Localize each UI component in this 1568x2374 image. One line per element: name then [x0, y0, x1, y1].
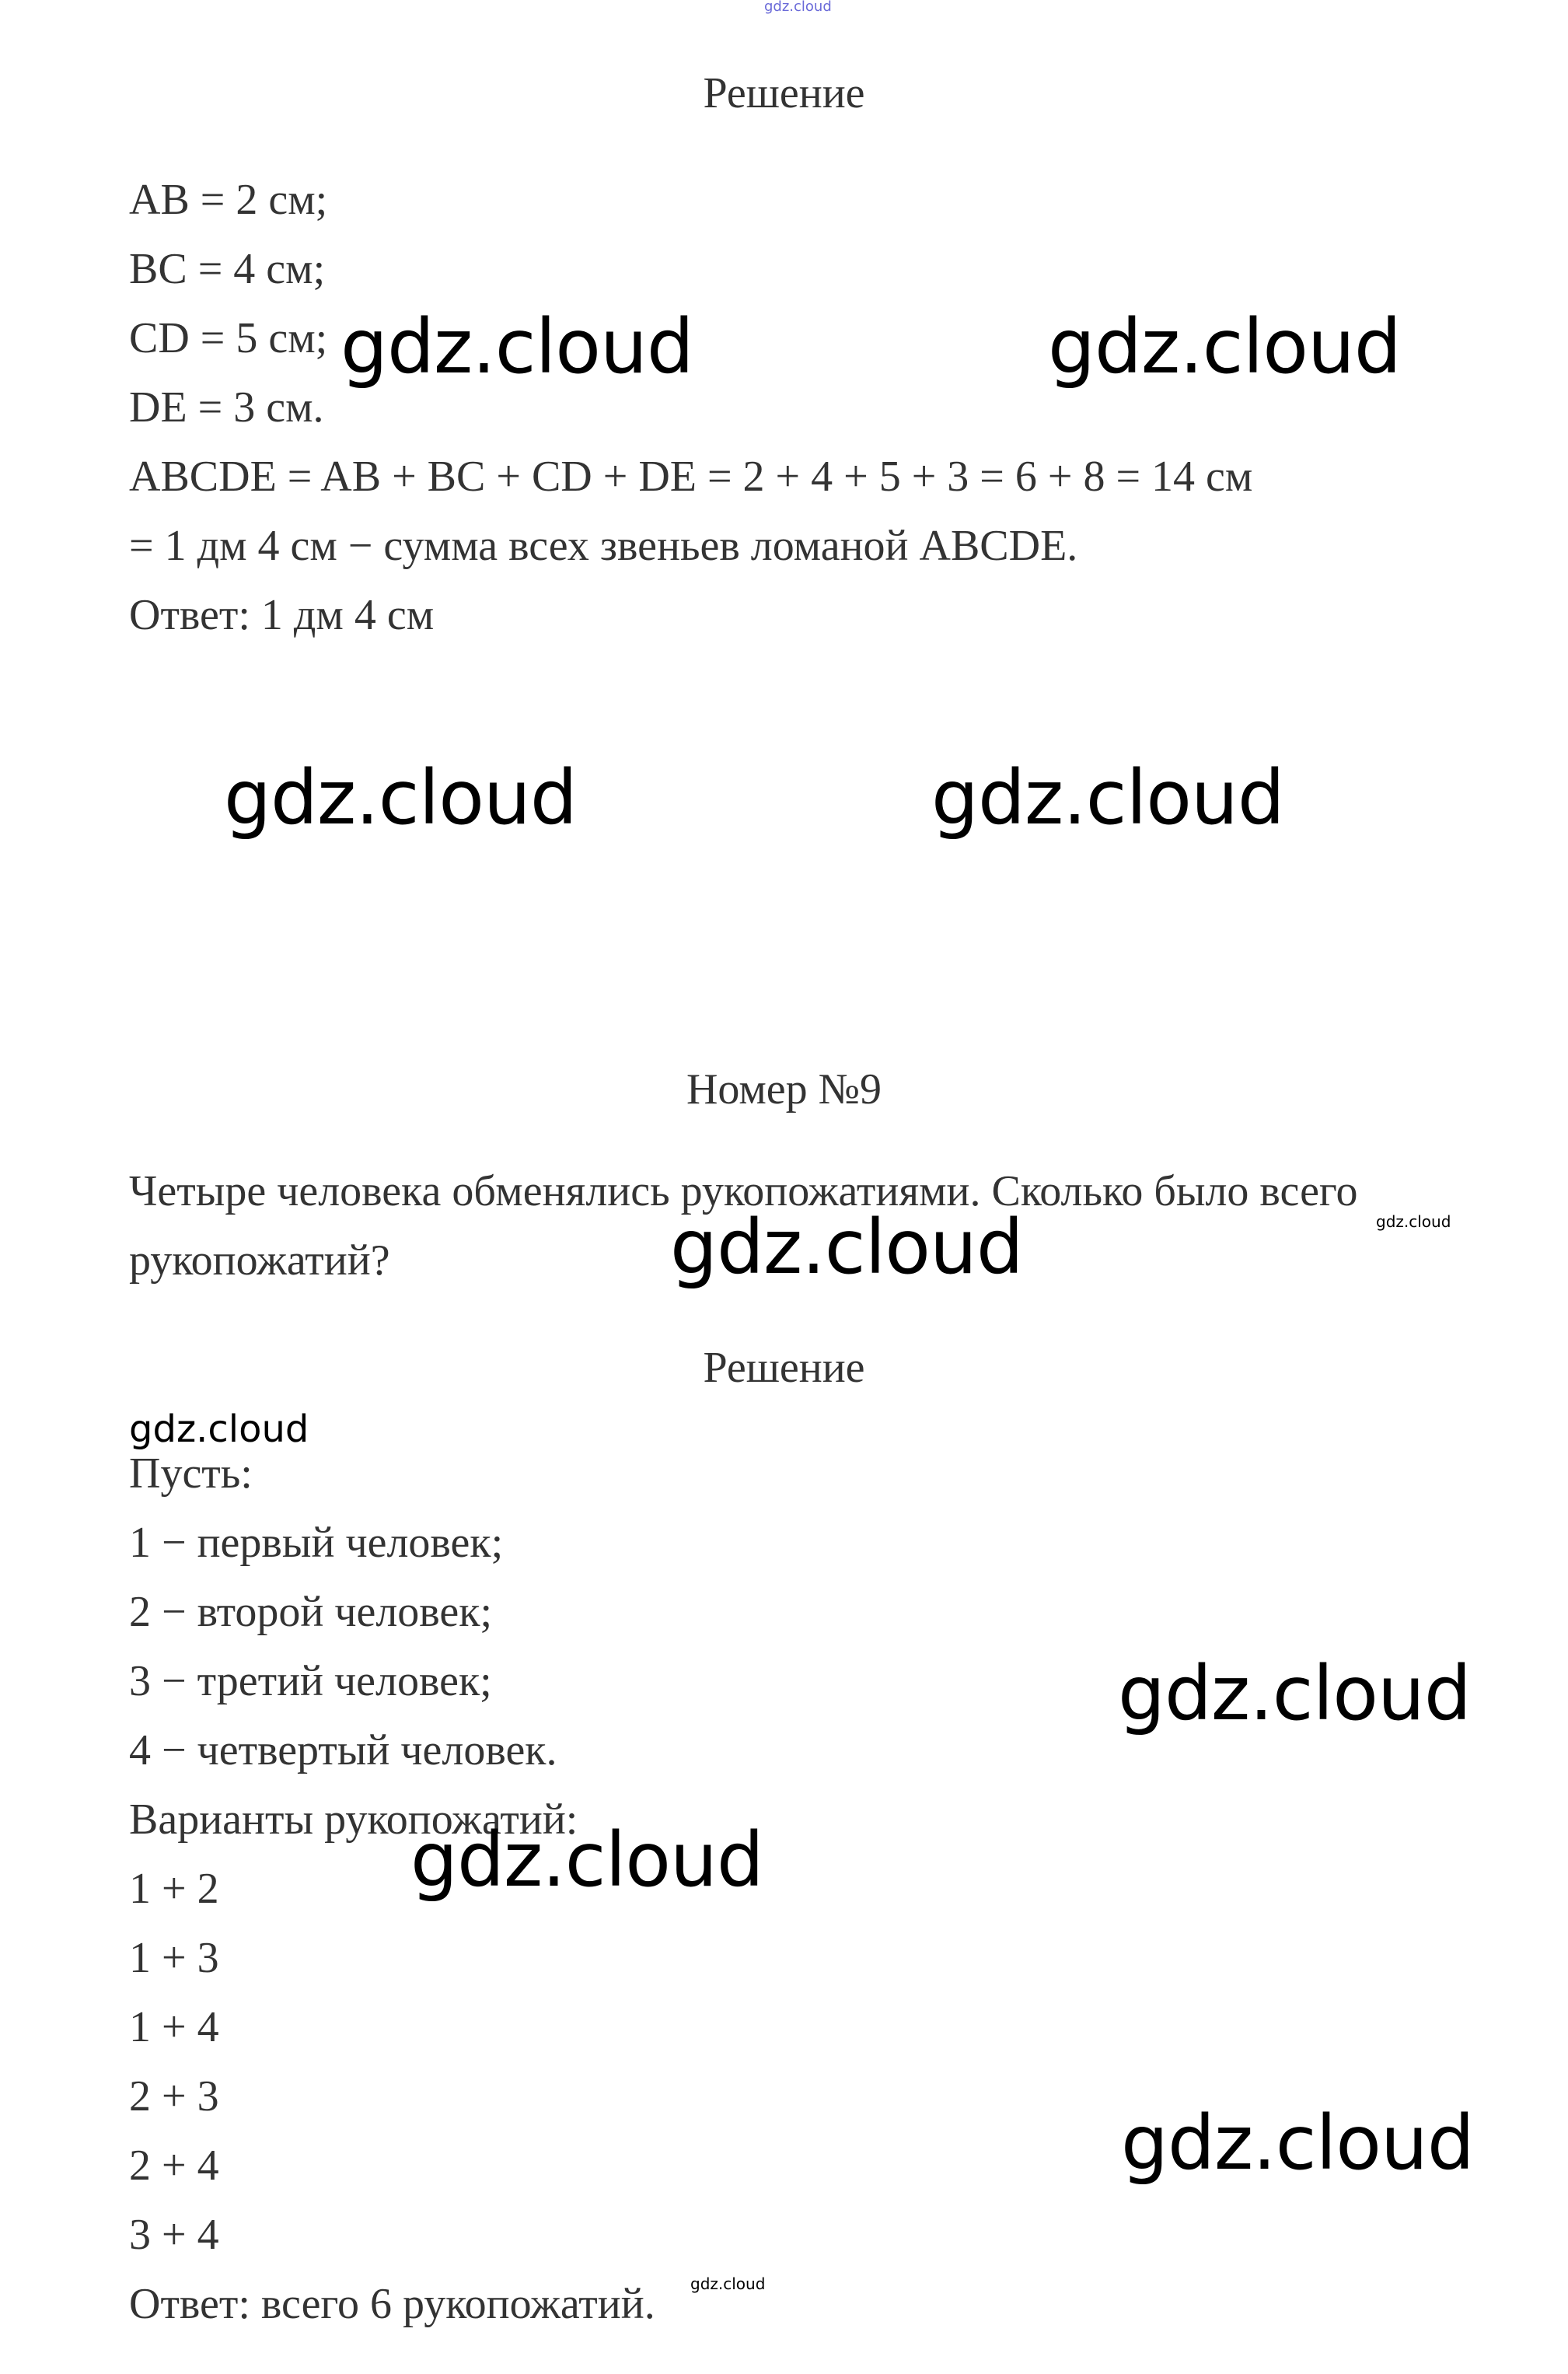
solution-line: 4 − четвертый человек. — [129, 1726, 557, 1774]
watermark-small: gdz.cloud — [1376, 1212, 1451, 1231]
watermark: gdz.cloud — [1118, 1650, 1471, 1737]
watermark: gdz.cloud — [1048, 303, 1401, 390]
solution-line: DE = 3 см. — [129, 383, 324, 432]
watermark: gdz.cloud — [410, 1816, 763, 1904]
watermark: gdz.cloud — [224, 754, 577, 841]
handshake-pair: 1 + 4 — [129, 2003, 219, 2051]
solution-line: 3 − третий человек; — [129, 1657, 492, 1705]
solution-line: 2 − второй человек; — [129, 1588, 493, 1636]
handshake-pair: 2 + 3 — [129, 2072, 219, 2121]
solution-line: ABCDE = AB + BC + CD + DE = 2 + 4 + 5 + 3 = 6 + 8 = 14 см — [129, 453, 1253, 501]
solution-line: = 1 дм 4 см − сумма всех звеньев ломаной ABCDE. — [129, 522, 1078, 570]
solution-heading: Решение — [703, 1344, 865, 1392]
handshake-pair: 3 + 4 — [129, 2211, 219, 2259]
watermark: gdz.cloud — [931, 754, 1284, 841]
solution-heading: Решение — [703, 69, 865, 117]
answer-line: Ответ: всего 6 рукопожатий. — [129, 2280, 655, 2328]
watermark: gdz.cloud — [670, 1204, 1023, 1291]
watermark: gdz.cloud — [340, 303, 693, 390]
answer-line: Ответ: 1 дм 4 см — [129, 591, 435, 639]
watermark-medium: gdz.cloud — [129, 1407, 309, 1451]
solution-line: CD = 5 см; — [129, 314, 328, 362]
solution-line: 1 − первый человек; — [129, 1519, 504, 1567]
handshake-pair: 1 + 3 — [129, 1934, 219, 1982]
solution-line: Пусть: — [129, 1449, 253, 1498]
handshake-pair: 2 + 4 — [129, 2141, 219, 2190]
solution-line: Варианты рукопожатий: — [129, 1795, 578, 1844]
solution-line: AB = 2 см; — [129, 176, 328, 224]
solution-line: BC = 4 см; — [129, 245, 326, 293]
handshake-pair: 1 + 2 — [129, 1865, 219, 1913]
watermark-top: gdz.cloud — [764, 0, 832, 15]
problem-text: Четыре человека обменялись рукопожатиями. Сколько было всего — [129, 1167, 1358, 1215]
watermark: gdz.cloud — [1121, 2100, 1474, 2187]
problem-text: рукопожатий? — [129, 1236, 390, 1285]
problem-title: Номер №9 — [686, 1065, 882, 1114]
watermark-small: gdz.cloud — [690, 2274, 766, 2293]
